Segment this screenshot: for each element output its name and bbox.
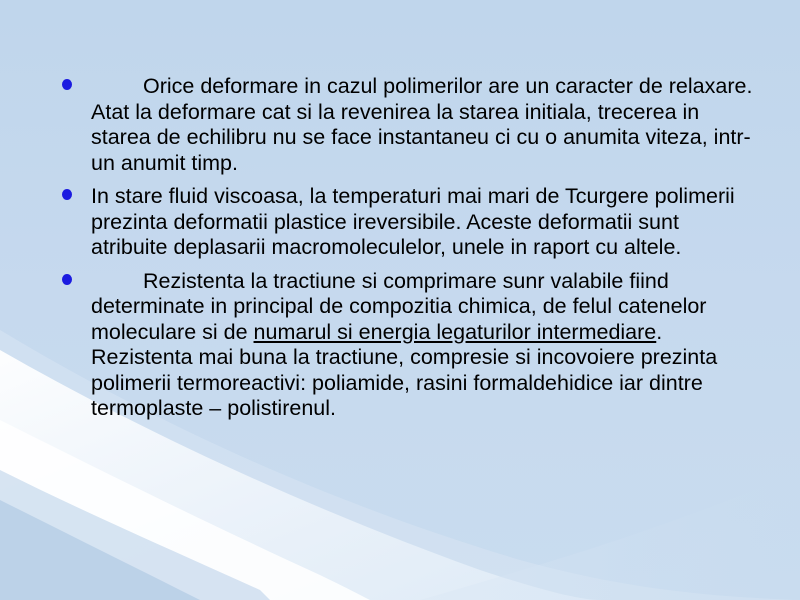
underlined-phrase: numarul si energia legaturilor intermediare xyxy=(253,319,657,344)
list-item xyxy=(60,74,760,176)
bullet-icon xyxy=(62,79,72,90)
bullet-text-before: Rezistenta la tractiune si comprimare sunr valabile fiind determinate in principal de compozitia chimica, de felul catenelor moleculare si de xyxy=(91,268,707,344)
bullet-list xyxy=(60,74,760,430)
list-item xyxy=(60,269,760,422)
bullet-icon xyxy=(62,189,72,200)
bullet-icon xyxy=(62,274,72,285)
list-item xyxy=(60,184,760,261)
bullet-text-after: . Rezistenta mai buna la tractiune, compresie si incovoiere prezinta polimerii termoreactivi: poliamide, rasini formaldehidice iar dintre termoplaste – polistirenul. xyxy=(91,319,718,420)
bullet-text: Orice deformare in cazul polimerilor are un caracter de relaxare. Atat la deformare cat si la revenirea la starea initiala, trecerea in starea de echilibru nu se face instantaneu ci cu o anumita viteza, intr-un anumit timp. xyxy=(91,74,753,175)
bullet-text: In stare fluid viscoasa, la temperaturi mai mari de Tcurgere polimerii prezinta deformatii plastice ireversibile. Aceste deformatii sunt atribuite deplasarii macromoleculelor, unele in raport cu altele. xyxy=(91,184,735,259)
